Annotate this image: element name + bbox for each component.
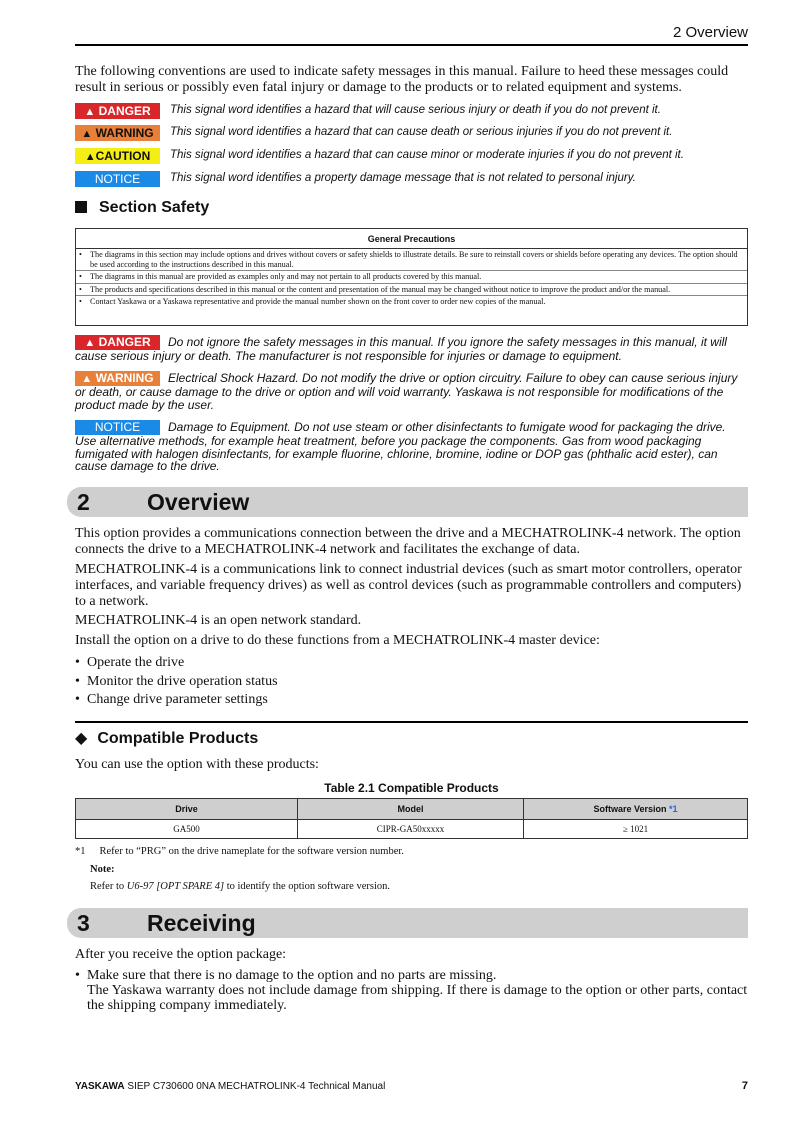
precaution-text: The diagrams in this manual are provided as examples only and may not pertain to all products covered by this manual. <box>90 272 482 281</box>
overview-paragraph-3: MECHATROLINK-4 is an open network standard. <box>75 613 362 628</box>
table-cell: GA500 <box>76 820 298 839</box>
intro-paragraph: The following conventions are used to indicate safety messages in this manual. Failure to heed these messages could result in serious or possibly even fatal injury or damage to the products or to related equipment and systems. <box>75 64 729 95</box>
footnote <box>75 846 404 857</box>
danger-message <box>75 335 748 363</box>
section-number: 3 <box>77 910 90 936</box>
compatible-products-table <box>75 798 748 839</box>
header-rule <box>75 44 748 46</box>
section-safety-heading <box>75 199 209 217</box>
compatible-products-title: Compatible Products <box>97 730 259 747</box>
precaution-item: • The diagrams in this manual are provided as examples only and may not pertain to all products covered by this manual. <box>76 271 747 284</box>
signal-row-caution <box>75 148 748 164</box>
warning-triangle-icon: ▲ <box>84 337 96 349</box>
note-label: Note: <box>90 864 115 875</box>
note-suffix: to identify the option software version. <box>224 881 391 892</box>
header-title: 2 Overview <box>672 24 748 41</box>
warning-label: WARNING <box>95 126 154 140</box>
danger-badge <box>75 103 160 119</box>
caution-badge <box>75 148 160 164</box>
footnote-text: Refer to “PRG” on the drive nameplate for the software version number. <box>99 846 404 857</box>
precaution-text: The products and specifications described in this manual or the content and presentation of the manual may be changed without notice to improve the product and/or the manual. <box>90 284 671 294</box>
list-item-text: Operate the drive <box>87 655 185 670</box>
footer-manual-title: SIEP C730600 0NA MECHATROLINK-4 Technical Manual <box>124 1081 386 1092</box>
diamond-bullet-icon: ◆ <box>75 730 88 747</box>
overview-section-band <box>67 487 748 517</box>
column-header: Model <box>298 799 524 820</box>
list-item: • Operate the drive <box>75 655 185 670</box>
list-item: • Monitor the drive operation status <box>75 674 278 689</box>
list-item-continuation: The Yaskawa warranty does not include damage from shipping. If there is damage to the option or other parts, contact the shipping company immediately. <box>87 983 748 1013</box>
precaution-text: Contact Yaskawa or a Yaskawa representative and provide the manual number shown on the front cover to order new copies of the manual. <box>90 297 546 306</box>
parameter-reference[interactable]: U6-97 [OPT SPARE 4] <box>126 881 225 892</box>
danger-label: DANGER <box>98 104 151 118</box>
caution-description: This signal word identifies a hazard that can cause minor or moderate injuries if you do not prevent it. <box>170 149 684 161</box>
warning-message-text: Electrical Shock Hazard. Do not modify the drive or option circuitry. Failure to obey can cause serious injury or death, or cause damage to the drive or option and will void warranty. Yaskawa is not responsible for modifications of the product made by the user. <box>75 371 738 412</box>
danger-badge <box>75 335 160 350</box>
precaution-item: • The products and specifications described in this manual or the content and presentation of the manual may be changed without notice to improve the product and/or the manual. <box>76 284 747 297</box>
table-header-row <box>76 799 748 820</box>
warning-triangle-icon: ▲ <box>84 151 96 163</box>
table-cell: ≥ 1021 <box>524 820 748 839</box>
overview-paragraph-4: Install the option on a drive to do these functions from a MECHATROLINK-4 master device: <box>75 633 600 648</box>
warning-description: This signal word identifies a hazard that can cause death or serious injuries if you do not prevent it. <box>170 126 673 138</box>
column-header <box>524 799 748 820</box>
page-number: 7 <box>741 1080 748 1092</box>
danger-message-text: Do not ignore the safety messages in this manual. If you ignore the safety messages in this manual, it will cause serious injury or death. The manufacturer is not responsible for injuries or damage to equipment. <box>75 335 727 363</box>
compatible-intro: You can use the option with these products: <box>75 757 319 772</box>
receiving-intro: After you receive the option package: <box>75 947 287 962</box>
footer-brand: YASKAWA <box>75 1081 125 1092</box>
warning-triangle-icon: ▲ <box>84 106 96 118</box>
note-prefix: Refer to <box>90 881 127 892</box>
table-cell: CIPR-GA50xxxxx <box>298 820 524 839</box>
section-safety-title: Section Safety <box>99 199 210 216</box>
section-title: Receiving <box>147 910 256 936</box>
caution-label: CAUTION <box>95 149 151 163</box>
warning-triangle-icon: ▲ <box>81 373 93 385</box>
list-item-text: Monitor the drive operation status <box>87 674 278 689</box>
signal-row-notice <box>75 171 748 187</box>
list-item-text: Change drive parameter settings <box>87 692 268 707</box>
section-number: 2 <box>77 489 90 515</box>
compatible-products-heading <box>75 728 258 748</box>
receiving-section-band <box>67 908 748 938</box>
warning-badge <box>75 371 160 386</box>
column-header-text: Software Version <box>593 804 669 814</box>
notice-message <box>75 420 748 473</box>
general-precautions-title: General Precautions <box>76 229 747 249</box>
footnote-link[interactable]: *1 <box>669 804 678 814</box>
precaution-text: The diagrams in this section may include options and drives without covers or safety shields to illustrate details. Be sure to reinstall covers or shields before operating any devices. The option should be used according to the instructions described in this manual. <box>90 250 738 269</box>
notice-badge: NOTICE <box>75 420 160 435</box>
table-row <box>76 820 748 839</box>
square-bullet-icon <box>75 201 87 213</box>
danger-label: DANGER <box>98 335 151 349</box>
footer-text <box>75 1081 385 1092</box>
list-item: • Make sure that there is no damage to the option and no parts are missing. <box>75 968 497 983</box>
footnote-mark: *1 <box>75 846 86 857</box>
table-caption: Table 2.1 Compatible Products <box>324 781 499 795</box>
signal-row-warning <box>75 125 748 141</box>
list-item-text: Make sure that there is no damage to the option and no parts are missing. <box>87 968 497 983</box>
danger-description: This signal word identifies a hazard that will cause serious injury or death if you do not prevent it. <box>170 104 661 116</box>
list-item: • Change drive parameter settings <box>75 692 268 707</box>
notice-message-text: Damage to Equipment. Do not use steam or other disinfectants to fumigate wood for packaging the drive. Use alternative methods, for example heat treatment, before you package the components. Gas from wood packaging fumigated with halogen disinfectants, for example fluorine, chlorine, bromine, iodine or DOP gas (phthalic acid ester), can cause damage to the drive. <box>75 420 726 473</box>
signal-row-danger <box>75 103 748 119</box>
overview-paragraph-2: MECHATROLINK-4 is a communications link to connect industrial devices (such as smart motor controllers, operator interfaces, and variable frequency drives) as well as control devices (such as programmable controllers and computers) to a network. <box>75 562 742 609</box>
warning-label: WARNING <box>95 371 154 385</box>
general-precautions-box <box>75 228 748 326</box>
overview-paragraph-1: This option provides a communications connection between the drive and a MECHATROLINK-4 network. The option connects the drive to a MECHATROLINK-4 network and facilitates the exchange of data. <box>75 526 741 557</box>
notice-description: This signal word identifies a property damage message that is not related to personal injury. <box>170 172 636 184</box>
warning-triangle-icon: ▲ <box>81 128 93 140</box>
precaution-item: • Contact Yaskawa or a Yaskawa representative and provide the manual number shown on the front cover to order new copies of the manual. <box>79 297 546 306</box>
warning-message <box>75 371 748 411</box>
section-divider <box>75 721 748 723</box>
notice-badge: NOTICE <box>75 171 160 187</box>
warning-badge <box>75 125 160 141</box>
note-text <box>90 881 390 892</box>
section-title: Overview <box>147 489 250 515</box>
precaution-item: • The diagrams in this section may include options and drives without covers or safety shields to illustrate details. Be sure to reinstall covers or shields before operating any devices. The option should be used according to the instructions described in this manual. <box>76 249 747 271</box>
column-header: Drive <box>76 799 298 820</box>
